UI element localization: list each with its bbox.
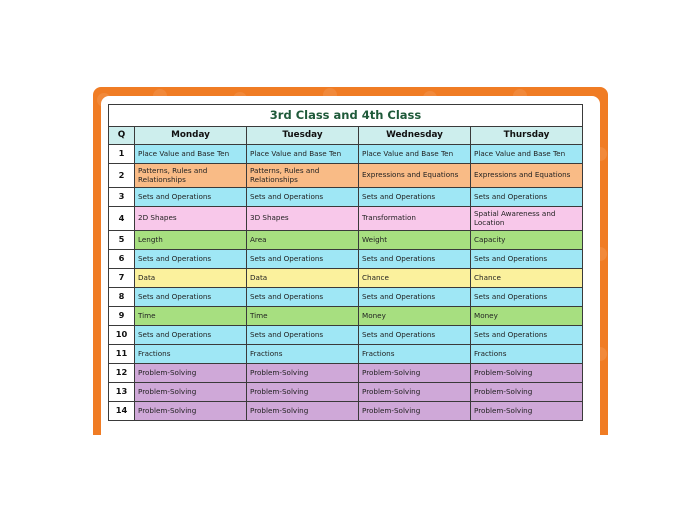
header-monday: Monday bbox=[135, 127, 247, 145]
table-row bbox=[109, 307, 583, 326]
topic-cell-thursday: Capacity bbox=[471, 231, 583, 250]
schedule-table bbox=[108, 104, 583, 421]
topic-cell-tuesday: Area bbox=[247, 231, 359, 250]
question-number: 6 bbox=[109, 250, 135, 269]
topic-cell-thursday: Spatial Awareness and Location bbox=[471, 207, 583, 231]
topic-cell-thursday: Sets and Operations bbox=[471, 188, 583, 207]
topic-cell-monday: Length bbox=[135, 231, 247, 250]
question-number: 8 bbox=[109, 288, 135, 307]
table-row bbox=[109, 188, 583, 207]
topic-cell-tuesday: Fractions bbox=[247, 345, 359, 364]
topic-cell-tuesday: Place Value and Base Ten bbox=[247, 145, 359, 164]
schedule-body bbox=[109, 145, 583, 421]
topic-cell-wednesday: Sets and Operations bbox=[359, 288, 471, 307]
topic-cell-thursday: Chance bbox=[471, 269, 583, 288]
table-row bbox=[109, 250, 583, 269]
topic-cell-tuesday: Problem-Solving bbox=[247, 364, 359, 383]
header-tuesday: Tuesday bbox=[247, 127, 359, 145]
topic-cell-wednesday: Sets and Operations bbox=[359, 188, 471, 207]
table-row bbox=[109, 164, 583, 188]
question-number: 13 bbox=[109, 383, 135, 402]
question-number: 12 bbox=[109, 364, 135, 383]
topic-cell-wednesday: Chance bbox=[359, 269, 471, 288]
question-number: 5 bbox=[109, 231, 135, 250]
topic-cell-monday: Problem-Solving bbox=[135, 402, 247, 421]
topic-cell-thursday: Sets and Operations bbox=[471, 326, 583, 345]
topic-cell-tuesday: Sets and Operations bbox=[247, 250, 359, 269]
topic-cell-wednesday: Money bbox=[359, 307, 471, 326]
topic-cell-monday: Place Value and Base Ten bbox=[135, 145, 247, 164]
table-row bbox=[109, 383, 583, 402]
topic-cell-monday: 2D Shapes bbox=[135, 207, 247, 231]
topic-cell-tuesday: Sets and Operations bbox=[247, 288, 359, 307]
topic-cell-wednesday: Place Value and Base Ten bbox=[359, 145, 471, 164]
topic-cell-wednesday: Sets and Operations bbox=[359, 250, 471, 269]
topic-cell-monday: Patterns, Rules and Relationships bbox=[135, 164, 247, 188]
topic-cell-wednesday: Problem-Solving bbox=[359, 364, 471, 383]
topic-cell-thursday: Place Value and Base Ten bbox=[471, 145, 583, 164]
question-number: 4 bbox=[109, 207, 135, 231]
topic-cell-thursday: Sets and Operations bbox=[471, 288, 583, 307]
header-wednesday: Wednesday bbox=[359, 127, 471, 145]
topic-cell-thursday: Problem-Solving bbox=[471, 364, 583, 383]
table-row bbox=[109, 288, 583, 307]
topic-cell-thursday: Problem-Solving bbox=[471, 402, 583, 421]
topic-cell-monday: Problem-Solving bbox=[135, 364, 247, 383]
topic-cell-thursday: Money bbox=[471, 307, 583, 326]
table-title: 3rd Class and 4th Class bbox=[109, 105, 583, 127]
question-number: 7 bbox=[109, 269, 135, 288]
table-row bbox=[109, 345, 583, 364]
topic-cell-wednesday: Fractions bbox=[359, 345, 471, 364]
question-number: 14 bbox=[109, 402, 135, 421]
topic-cell-tuesday: Problem-Solving bbox=[247, 402, 359, 421]
topic-cell-tuesday: Sets and Operations bbox=[247, 188, 359, 207]
topic-cell-monday: Sets and Operations bbox=[135, 288, 247, 307]
question-number: 9 bbox=[109, 307, 135, 326]
topic-cell-tuesday: Sets and Operations bbox=[247, 326, 359, 345]
topic-cell-tuesday: Time bbox=[247, 307, 359, 326]
topic-cell-monday: Data bbox=[135, 269, 247, 288]
question-number: 2 bbox=[109, 164, 135, 188]
header-thursday: Thursday bbox=[471, 127, 583, 145]
topic-cell-monday: Sets and Operations bbox=[135, 326, 247, 345]
topic-cell-wednesday: Sets and Operations bbox=[359, 326, 471, 345]
topic-cell-wednesday: Problem-Solving bbox=[359, 402, 471, 421]
topic-cell-tuesday: Data bbox=[247, 269, 359, 288]
topic-cell-monday: Sets and Operations bbox=[135, 250, 247, 269]
topic-cell-wednesday: Weight bbox=[359, 231, 471, 250]
table-row bbox=[109, 364, 583, 383]
topic-cell-monday: Sets and Operations bbox=[135, 188, 247, 207]
topic-cell-thursday: Sets and Operations bbox=[471, 250, 583, 269]
question-number: 10 bbox=[109, 326, 135, 345]
question-number: 1 bbox=[109, 145, 135, 164]
topic-cell-monday: Fractions bbox=[135, 345, 247, 364]
table-row bbox=[109, 231, 583, 250]
question-number: 11 bbox=[109, 345, 135, 364]
topic-cell-thursday: Problem-Solving bbox=[471, 383, 583, 402]
topic-cell-wednesday: Transformation bbox=[359, 207, 471, 231]
header-q: Q bbox=[109, 127, 135, 145]
topic-cell-tuesday: Patterns, Rules and Relationships bbox=[247, 164, 359, 188]
topic-cell-monday: Problem-Solving bbox=[135, 383, 247, 402]
topic-cell-tuesday: Problem-Solving bbox=[247, 383, 359, 402]
topic-cell-thursday: Expressions and Equations bbox=[471, 164, 583, 188]
table-row bbox=[109, 207, 583, 231]
question-number: 3 bbox=[109, 188, 135, 207]
topic-cell-monday: Time bbox=[135, 307, 247, 326]
table-row bbox=[109, 269, 583, 288]
topic-cell-wednesday: Expressions and Equations bbox=[359, 164, 471, 188]
table-row bbox=[109, 402, 583, 421]
table-row bbox=[109, 326, 583, 345]
topic-cell-tuesday: 3D Shapes bbox=[247, 207, 359, 231]
topic-cell-wednesday: Problem-Solving bbox=[359, 383, 471, 402]
table-row bbox=[109, 145, 583, 164]
topic-cell-thursday: Fractions bbox=[471, 345, 583, 364]
